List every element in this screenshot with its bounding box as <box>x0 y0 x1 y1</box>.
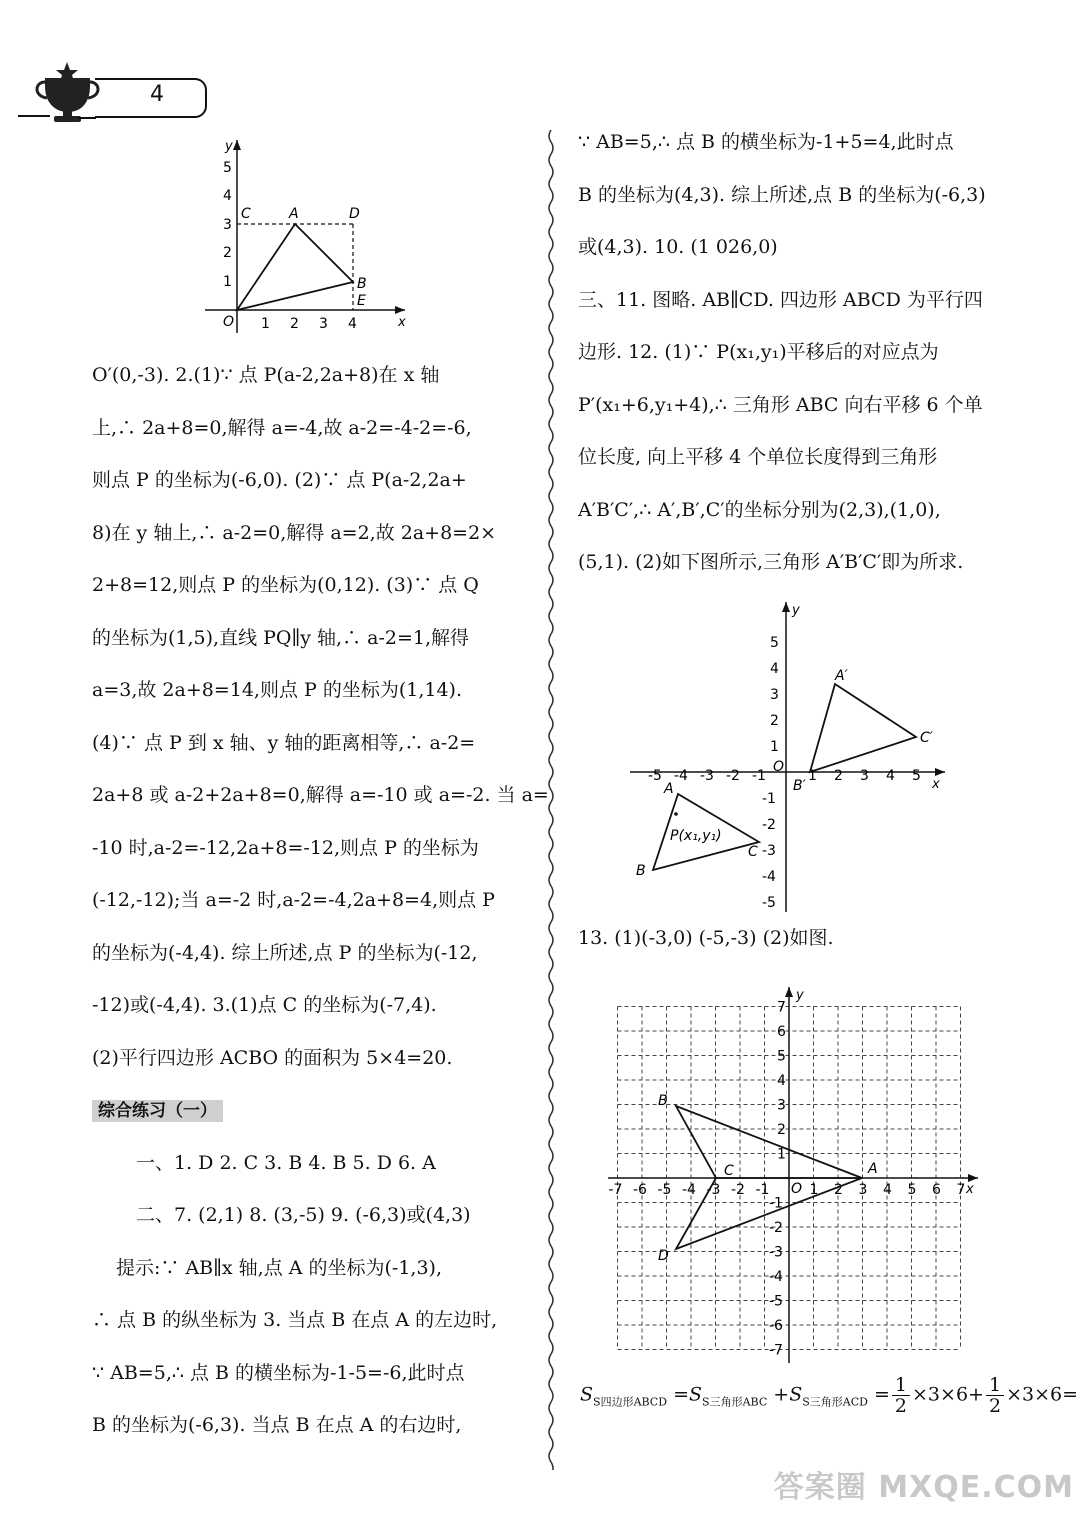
graph1-x-ticks <box>261 316 357 332</box>
point-label: B <box>357 276 367 292</box>
tick-label: 3 <box>319 316 328 332</box>
coordinate-graph-2 <box>630 600 950 915</box>
axis-label: x <box>398 315 406 330</box>
text-line: 则点 P 的坐标为(-6,0). (2)∵ 点 P(a-2,2a+ <box>92 469 467 491</box>
text-line: P′(x₁+6,y₁+4),∴ 三角形 ABC 向右平移 6 个单 <box>578 393 983 416</box>
text-line: 边形. 12. (1)∵ P(x₁,y₁)平移后的对应点为 <box>578 341 939 363</box>
text-line: 13. (1)(-3,0) (-5,-3) (2)如图. <box>578 927 834 949</box>
point-label: E <box>357 293 366 309</box>
coordinate-graph-3 <box>600 985 985 1365</box>
tick-label: 3 <box>777 1097 786 1114</box>
formula-tail: ×3×6 <box>912 1383 969 1406</box>
tick-label: -3 <box>762 843 776 859</box>
tick-label: -4 <box>682 1182 696 1198</box>
point-label: C′ <box>920 730 933 746</box>
page-number: 4 <box>150 82 164 107</box>
left-column <box>92 349 549 1452</box>
text-line: 或(4,3). 10. (1 026,0) <box>578 236 778 258</box>
tick-label: 1 <box>808 768 817 784</box>
axis-label: y <box>796 988 804 1003</box>
point-label: O <box>223 314 235 330</box>
point-label: B <box>658 1093 668 1109</box>
text-line: a=3,故 2a+8=14,则点 P 的坐标为(1,14). <box>92 679 463 701</box>
point-label: O <box>791 1181 803 1197</box>
tick-label: 2 <box>290 316 299 332</box>
formula-term-1: S三角形ABC <box>702 1395 768 1409</box>
area-formula: $S_{S四边形ABCD} =S_{S三角形ABC} +S_{S三角形ACD}$ = $\frac{1}{2}$ ×3×6+ $\frac{1}{2}$ ×3×6= <box>580 1374 1079 1417</box>
text-line: B 的坐标为(4,3). 综上所述,点 B 的坐标为(-6,3) <box>578 183 986 206</box>
tick-label: -2 <box>731 1182 745 1198</box>
point-label: P(x₁,y₁) <box>670 828 722 844</box>
tick-label: -3 <box>700 768 714 784</box>
axis-label: y <box>792 603 800 618</box>
tick-label: 2 <box>777 1122 786 1138</box>
tick-label: 1 <box>223 274 232 290</box>
text-line: 上,∴ 2a+8=0,解得 a=-4,故 a-2=-4-2=-6, <box>92 416 472 439</box>
text-line: ∴ 点 B 的纵坐标为 3. 当点 B 在点 A 的左边时, <box>92 1309 498 1331</box>
text-line: 二、7. (2,1) 8. (3,-5) 9. (-6,3)或(4,3) <box>136 1204 471 1226</box>
formula-tail: ×3×6 <box>1006 1383 1063 1406</box>
text-line: ∵ AB=5,∴ 点 B 的横坐标为-1+5=4,此时点 <box>578 131 954 153</box>
text-line: -10 时,a-2=-12,2a+8=-12,则点 P 的坐标为 <box>92 836 479 859</box>
text-line: 位长度, 向上平移 4 个单位长度得到三角形 <box>578 446 938 468</box>
tick-label: 3 <box>860 768 869 784</box>
tick-label: 5 <box>223 160 232 176</box>
tick-label: 3 <box>858 1182 868 1198</box>
tick-label: 2 <box>770 713 779 729</box>
tick-label: 2 <box>834 768 843 784</box>
axis-label: x <box>932 777 940 792</box>
text-line: (5,1). (2)如下图所示,三角形 A′B′C′即为所求. <box>578 551 964 573</box>
text-line: (4)∵ 点 P 到 x 轴、y 轴的距离相等,∴ a-2= <box>92 731 476 754</box>
axis-label: y <box>225 139 233 154</box>
text-line: -12)或(-4,4). 3.(1)点 C 的坐标为(-7,4). <box>92 994 437 1016</box>
tick-label: -5 <box>762 895 776 911</box>
point-label: D <box>349 206 360 222</box>
text-line: 提示:∵ AB∥x 轴,点 A 的坐标为(-1,3), <box>116 1256 442 1279</box>
triangle-a2b2c2 <box>810 684 916 772</box>
graph1-y-ticks <box>223 160 232 290</box>
tick-label: -1 <box>762 791 776 807</box>
fraction: $\frac{1}{2}$ <box>892 1375 910 1416</box>
tick-label: 7 <box>777 999 786 1016</box>
point-label: B′ <box>793 778 806 794</box>
tick-label: -6 <box>633 1182 647 1198</box>
tick-label: -4 <box>769 1269 783 1285</box>
tick-label: -5 <box>769 1293 783 1310</box>
tick-label: 3 <box>223 217 232 233</box>
tick-label: 5 <box>912 768 921 784</box>
tick-label: 5 <box>907 1182 917 1198</box>
point-label: A′ <box>835 668 848 684</box>
text-line: B 的坐标为(-6,3). 当点 B 在点 A 的右边时, <box>92 1414 462 1436</box>
text-line: A′B′C′,∴ A′,B′,C′的坐标分别为(2,3),(1,0), <box>578 498 941 521</box>
tick-label: 6 <box>932 1182 941 1198</box>
text-line: O′(0,-3). 2.(1)∵ 点 P(a-2,2a+8)在 x 轴 <box>92 364 440 386</box>
tick-label: 4 <box>883 1182 892 1198</box>
point-label: C <box>748 844 758 860</box>
text-line: (2)平行四边形 ACBO 的面积为 5×4=20. <box>92 1046 453 1069</box>
tick-label: 5 <box>777 1048 786 1065</box>
tick-label: 4 <box>770 661 779 677</box>
right-column <box>578 116 1018 589</box>
point-label: C <box>724 1163 734 1179</box>
tick-label: -2 <box>769 1220 783 1236</box>
tick-label: -7 <box>769 1342 783 1359</box>
point-label: A <box>664 781 674 797</box>
tick-label: -4 <box>674 768 688 784</box>
tick-label: 6 <box>777 1024 786 1040</box>
fraction: $\frac{1}{2}$ <box>986 1375 1004 1416</box>
tick-label: -3 <box>769 1244 783 1261</box>
tick-label: 4 <box>777 1073 786 1089</box>
tick-label: -1 <box>755 1182 770 1198</box>
watermark: 答案圈 MXQE.COM <box>773 1470 1074 1505</box>
tick-label: -3 <box>706 1182 721 1198</box>
tick-label: -5 <box>657 1182 672 1198</box>
tick-label: -2 <box>762 817 776 833</box>
tick-label: 1 <box>809 1182 819 1198</box>
tick-label: 1 <box>261 316 270 332</box>
tick-label: 1 <box>777 1146 786 1163</box>
tick-label: -5 <box>648 768 662 784</box>
tick-label: 4 <box>223 188 232 204</box>
text-line: 的坐标为(1,5),直线 PQ∥y 轴,∴ a-2=1,解得 <box>92 626 469 649</box>
text-line: ∵ AB=5,∴ 点 B 的横坐标为-1-5=-6,此时点 <box>92 1361 465 1384</box>
tick-label: -2 <box>726 768 740 784</box>
section-title: 综合练习（一） <box>92 1100 223 1122</box>
text-line: (-12,-12);当 a=-2 时,a-2=-4,2a+8=4,则点 P <box>92 889 495 911</box>
point-label: A <box>868 1161 878 1177</box>
text-line: 三、11. 图略. AB∥CD. 四边形 ABCD 为平行四 <box>578 288 983 311</box>
tick-label: 7 <box>956 1182 966 1198</box>
tick-label: 2 <box>834 1182 843 1198</box>
tick-label: 4 <box>348 316 357 332</box>
point-label: B <box>636 863 646 879</box>
formula-lhs: S四边形ABCD <box>593 1395 668 1409</box>
point-label: C <box>241 206 251 222</box>
triangle-oab <box>237 224 353 310</box>
tick-label: -7 <box>608 1182 623 1198</box>
tick-label: 5 <box>770 635 779 651</box>
coordinate-graph-1 <box>195 138 415 338</box>
tick-label: -6 <box>769 1318 783 1334</box>
axis-label: x <box>966 1182 974 1197</box>
point-label: D <box>658 1248 669 1264</box>
point-label: A <box>289 206 299 222</box>
tick-label: -4 <box>762 869 776 885</box>
text-line: 的坐标为(-4,4). 综上所述,点 P 的坐标为(-12, <box>92 941 478 964</box>
text-line: 8)在 y 轴上,∴ a-2=0,解得 a=2,故 2a+8=2× <box>92 521 497 544</box>
tick-label: -1 <box>769 1195 783 1212</box>
text-line: 2a+8 或 a-2+2a+8=0,解得 a=-10 或 a=-2. 当 a= <box>92 784 549 806</box>
tick-label: 2 <box>223 245 232 261</box>
text-line: 2+8=12,则点 P 的坐标为(0,12). (3)∵ 点 Q <box>92 574 479 596</box>
column-divider <box>546 130 556 1470</box>
formula-term-2: S三角形ACD <box>802 1395 868 1409</box>
tick-label: 4 <box>886 768 895 784</box>
text-line: 一、1. D 2. C 3. B 4. B 5. D 6. A <box>136 1151 436 1174</box>
tick-label: -1 <box>752 768 766 784</box>
tick-label: 3 <box>770 687 779 703</box>
question-13-line <box>578 912 834 965</box>
tick-label: 1 <box>770 739 779 755</box>
point-label: O <box>773 759 785 775</box>
